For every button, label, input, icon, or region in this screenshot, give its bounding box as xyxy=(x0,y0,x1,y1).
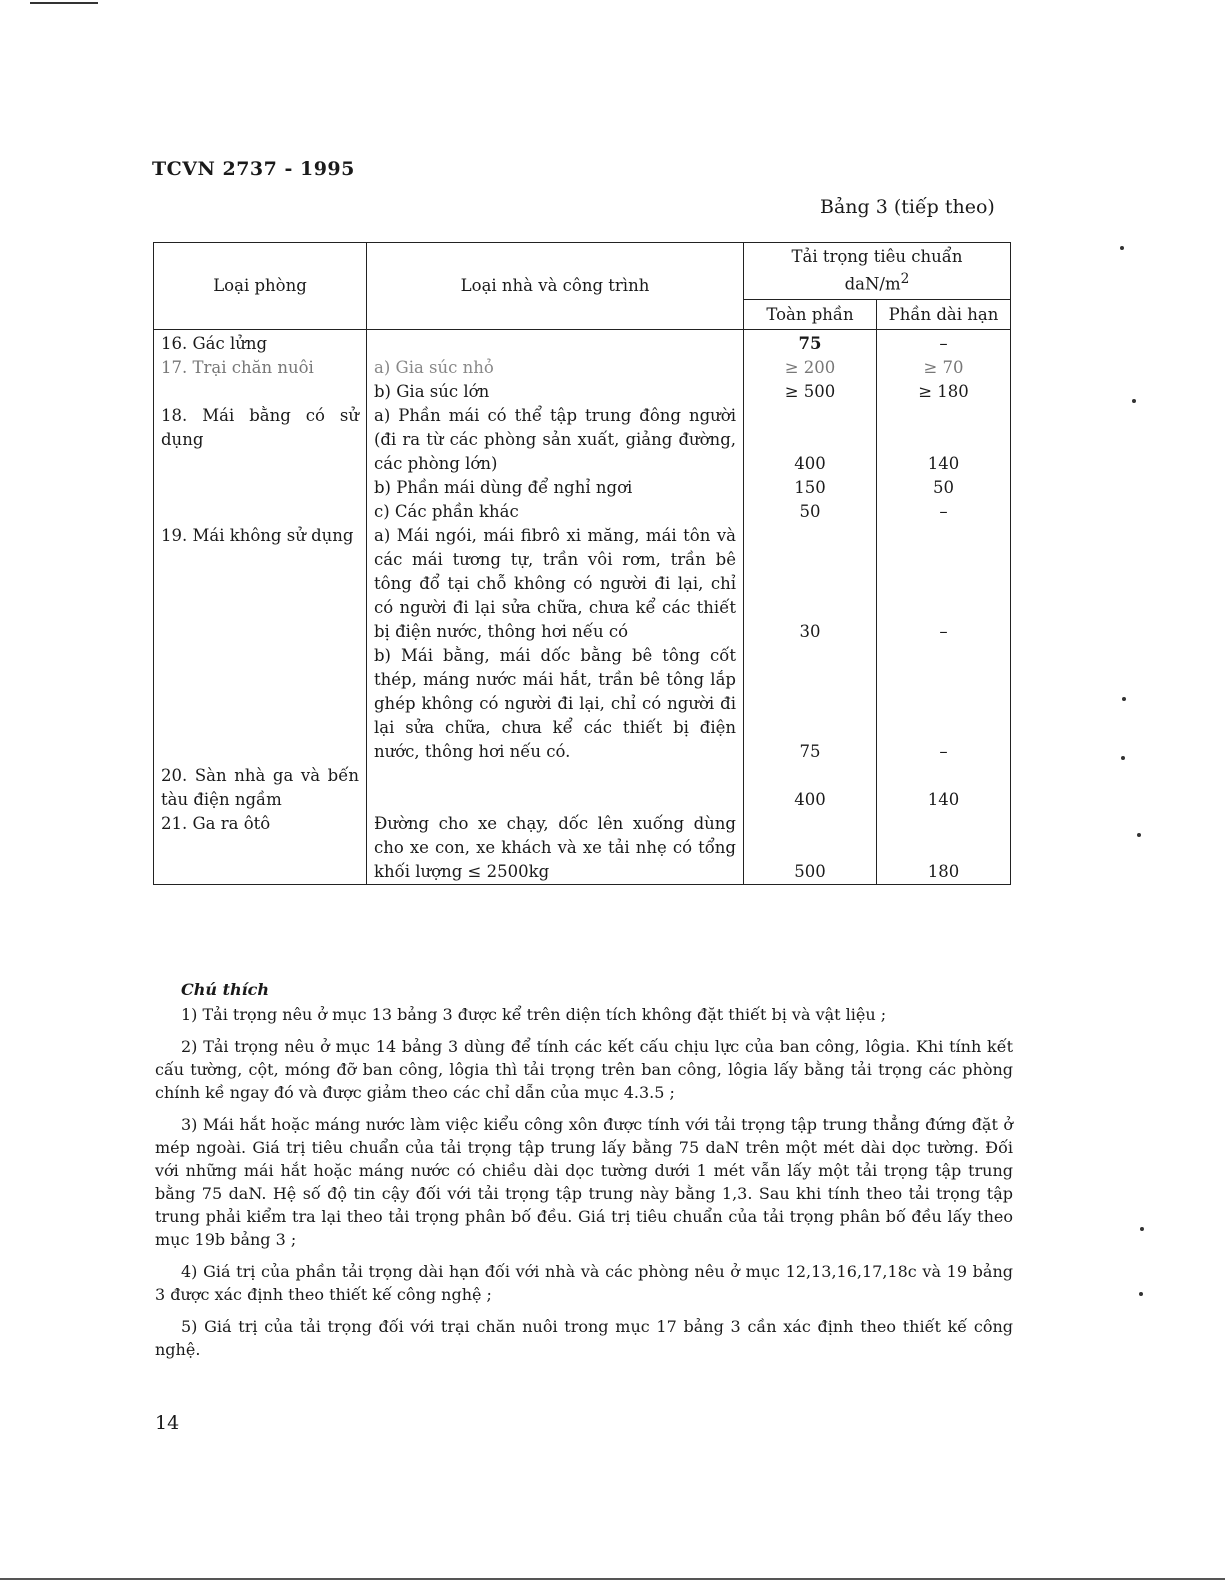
long-term-load-cell: 50 xyxy=(877,476,1011,500)
header-unit-text: daN/m xyxy=(844,274,901,294)
table-row xyxy=(154,644,1011,764)
room-type-cell: 18. Mái bằng có sử dụng xyxy=(154,404,367,476)
full-load-cell: 400 xyxy=(744,764,877,812)
table-row xyxy=(154,524,1011,644)
header-long-term-load: Phần dài hạn xyxy=(877,300,1011,330)
long-term-load-cell: ≥ 70 xyxy=(877,356,1011,380)
table-row xyxy=(154,500,1011,524)
table-row xyxy=(154,812,1011,885)
full-load-cell: 150 xyxy=(744,476,877,500)
building-type-cell: a) Mái ngói, mái fibrô xi măng, mái tôn và các mái tương tự, trần vôi rơm, trần bê tông đổ tại chỗ không có người đi lại, chỉ có người đi lại sửa chữa, chưa kể các thiết bị điện nước, thông hơi nếu có xyxy=(367,524,744,644)
note-item: 4) Giá trị của phần tải trọng dài hạn đối với nhà và các phòng nêu ở mục 12,13,16,17,18c và 19 bảng 3 được xác định theo thiết kế công nghệ ; xyxy=(155,1262,1013,1304)
header-building-type: Loại nhà và công trình xyxy=(367,243,744,330)
room-type-cell xyxy=(154,476,367,500)
building-type-cell: b) Mái bằng, mái dốc bằng bê tông cốt thép, máng nước mái hắt, trần bê tông lắp ghép không có người đi lại, chỉ có người đi lại sửa chữa, chưa kể các thiết bị điện nước, thông hơi nếu có. xyxy=(367,644,744,764)
building-type-cell: Đường cho xe chạy, dốc lên xuống dùng cho xe con, xe khách và xe tải nhẹ có tổng khối lượng ≤ 2500kg xyxy=(367,812,744,885)
header-full-load: Toàn phần xyxy=(744,300,877,330)
building-type-cell: a) Gia súc nhỏ xyxy=(367,356,744,380)
scan-speck xyxy=(1137,833,1141,837)
building-type-cell: a) Phần mái có thể tập trung đông người (đi ra từ các phòng sản xuất, giảng đường, các phòng lớn) xyxy=(367,404,744,476)
header-unit-sup: 2 xyxy=(900,271,910,288)
scan-corner-line xyxy=(30,2,98,4)
room-type-cell: 20. Sàn nhà ga và bến tàu điện ngầm xyxy=(154,764,367,812)
table-row xyxy=(154,330,1011,357)
table-row xyxy=(154,476,1011,500)
room-type-cell: 19. Mái không sử dụng xyxy=(154,524,367,644)
header-load-group xyxy=(744,243,1011,300)
table-row xyxy=(154,404,1011,476)
long-term-load-cell: ≥ 180 xyxy=(877,380,1011,404)
room-type-cell: 16. Gác lửng xyxy=(154,330,367,357)
building-type-cell xyxy=(367,330,744,357)
long-term-load-cell: – xyxy=(877,524,1011,644)
header-load-title: Tải trọng tiêu chuẩn xyxy=(791,247,963,267)
full-load-cell: 75 xyxy=(744,330,877,357)
full-load-cell: ≥ 200 xyxy=(744,356,877,380)
scan-speck xyxy=(1121,756,1125,760)
long-term-load-cell: – xyxy=(877,644,1011,764)
room-type-cell xyxy=(154,380,367,404)
long-term-load-cell: 140 xyxy=(877,764,1011,812)
header-room-type: Loại phòng xyxy=(154,243,367,330)
header-unit xyxy=(751,268,1003,296)
scan-speck xyxy=(1120,246,1124,250)
scan-speck xyxy=(1122,697,1126,701)
scan-speck xyxy=(1132,399,1136,403)
scan-speck xyxy=(1140,1227,1144,1231)
full-load-cell: 30 xyxy=(744,524,877,644)
table-row xyxy=(154,356,1011,380)
scan-speck xyxy=(1139,1292,1143,1296)
table-row xyxy=(154,764,1011,812)
building-type-cell: b) Phần mái dùng để nghỉ ngơi xyxy=(367,476,744,500)
notes-section xyxy=(155,978,1013,1370)
note-item: 3) Mái hắt hoặc máng nước làm việc kiểu công xôn được tính với tải trọng tập trung thẳng đứng đặt ở mép ngoài. Giá trị tiêu chuẩn của tải trọng tập trung lấy bằng 75 daN trên một mét dài dọc tường. Đối với những mái hắt hoặc máng nước có chiều dài dọc tường dưới 1 mét vẫn lấy một tải trọng tập trung bằng 75 daN. Hệ số độ tin cậy đối với tải trọng tập trung này bằng 1,3. Sau khi tính theo tải trọng tập trung phải kiểm tra lại theo tải trọng phân bố đều. Giá trị tiêu chuẩn của tải trọng phân bố đều lấy theo mục 19b bảng 3 ; xyxy=(155,1115,1013,1249)
long-term-load-cell: 140 xyxy=(877,404,1011,476)
room-type-cell xyxy=(154,500,367,524)
long-term-load-cell: 180 xyxy=(877,812,1011,885)
full-load-cell: 400 xyxy=(744,404,877,476)
load-table xyxy=(153,242,1011,885)
full-load-cell: 500 xyxy=(744,812,877,885)
full-load-cell: ≥ 500 xyxy=(744,380,877,404)
building-type-cell xyxy=(367,764,744,812)
scan-bottom-line xyxy=(0,1578,1225,1580)
room-type-cell: 21. Ga ra ôtô xyxy=(154,812,367,885)
full-load-cell: 75 xyxy=(744,644,877,764)
note-item: 5) Giá trị của tải trọng đối với trại chăn nuôi trong mục 17 bảng 3 cần xác định theo thiết kế công nghệ. xyxy=(155,1317,1013,1359)
full-load-cell: 50 xyxy=(744,500,877,524)
table-row xyxy=(154,380,1011,404)
note-item: 2) Tải trọng nêu ở mục 14 bảng 3 dùng để tính các kết cấu chịu lực của ban công, lôgia. Khi tính kết cấu tường, cột, móng đỡ ban công, lôgia thì tải trọng trên ban công, lôgia lấy bằng tải trọng các phòng chính kề ngay đó và được giảm theo các chỉ dẫn của mục 4.3.5 ; xyxy=(155,1037,1013,1102)
page-number: 14 xyxy=(155,1412,180,1434)
room-type-cell xyxy=(154,644,367,764)
note-item: 1) Tải trọng nêu ở mục 13 bảng 3 được kể trên diện tích không đặt thiết bị và vật liệu ; xyxy=(181,1005,887,1024)
table-caption: Bảng 3 (tiếp theo) xyxy=(820,196,995,218)
long-term-load-cell: – xyxy=(877,330,1011,357)
room-type-cell: 17. Trại chăn nuôi xyxy=(154,356,367,380)
long-term-load-cell: – xyxy=(877,500,1011,524)
building-type-cell: c) Các phần khác xyxy=(367,500,744,524)
standard-header: TCVN 2737 - 1995 xyxy=(152,158,355,180)
building-type-cell: b) Gia súc lớn xyxy=(367,380,744,404)
notes-title: Chú thích xyxy=(181,980,270,999)
